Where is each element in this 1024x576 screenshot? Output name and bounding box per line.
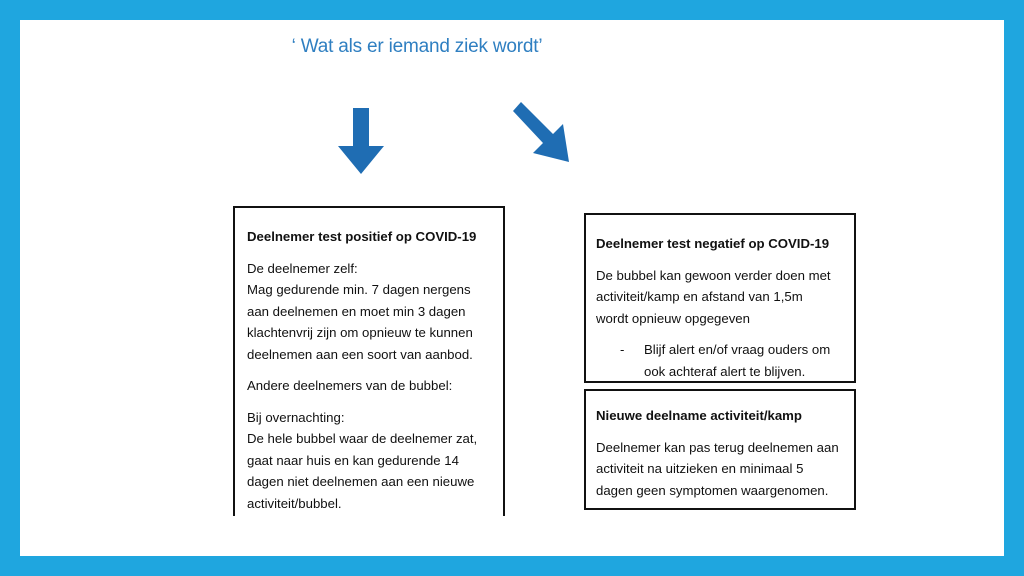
negative-test-paragraph: De bubbel kan gewoon verder doen met activiteit/kamp en afstand van 1,5m wordt opnieuw opgegeven [596, 267, 831, 326]
negative-test-bullet [596, 339, 844, 382]
bullet-marker: - [620, 342, 625, 357]
new-participation-box [584, 389, 856, 510]
new-participation-paragraph: Deelnemer kan pas terug deelnemen aan activiteit na uitzieken en minimaal 5 dagen geen symptomen waargenomen. [596, 439, 839, 498]
positive-test-paragraph: De deelnemer zelf: Mag gedurende min. 7 dagen nergens aan deelnemen en moet min 3 dagen klachtenvrij zijn om opnieuw te kunnen deelnemen aan een soort van aanbod. [247, 260, 473, 362]
arrow-down-icon [338, 108, 384, 174]
new-participation-heading: Nieuwe deelname activiteit/kamp [596, 408, 802, 423]
arrow-down-right-icon [513, 102, 573, 164]
negative-test-heading: Deelnemer test negatief op COVID-19 [596, 236, 830, 251]
bullet-text: Blijf alert en/of vraag ouders om ook achteraf alert te blijven. [644, 342, 831, 379]
positive-test-heading: Deelnemer test positief op COVID-19 [247, 229, 477, 244]
positive-test-box [233, 206, 505, 516]
negative-test-box [584, 213, 856, 383]
positive-test-paragraph: Andere deelnemers van de bubbel: [247, 378, 453, 393]
slide [20, 20, 1004, 556]
positive-test-paragraph: Bij overnachting: De hele bubbel waar de deelnemer zat, gaat naar huis en kan gedurende 14 dagen niet deelnemen aan een nieuwe activiteit/bubbel. [247, 409, 478, 511]
slide-title: ‘ Wat als er iemand ziek wordt’ [291, 36, 543, 57]
